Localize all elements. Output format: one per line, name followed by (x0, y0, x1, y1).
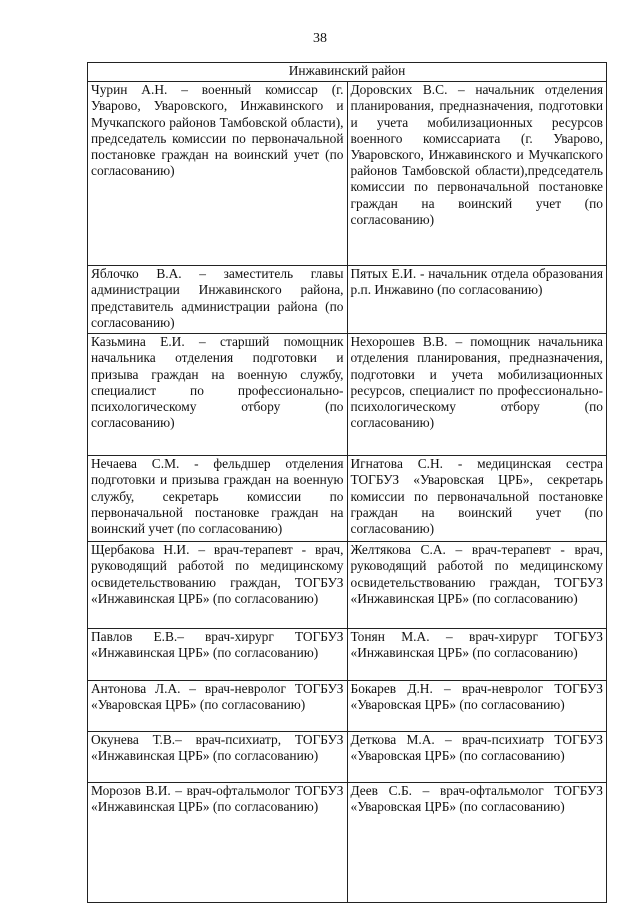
member-cell-right: Тонян М.А. – врач-хирург ТОГБУЗ «Инжавинская ЦРБ» (по согласованию) (347, 629, 607, 681)
table-row (88, 732, 607, 783)
member-cell-left: Яблочко В.А. – заместитель главы администрации Инжавинского района, представитель администрации района (по согласованию) (88, 266, 348, 334)
member-cell-left: Щербакова Н.И. – врач-терапевт - врач, руководящий работой по медицинскому освидетельствованию граждан, ТОГБУЗ «Инжавинская ЦРБ» (по согласованию) (88, 542, 348, 629)
table-row (88, 542, 607, 629)
table-row (88, 629, 607, 681)
table-row (88, 783, 607, 903)
member-cell-left: Павлов Е.В.– врач-хирург ТОГБУЗ «Инжавинская ЦРБ» (по согласованию) (88, 629, 348, 681)
page-number: 38 (313, 31, 327, 46)
commission-table (87, 62, 607, 903)
member-cell-left: Казьмина Е.И. – старший помощник начальника отделения подготовки и призыва граждан на военную службу, специалист по профессионально-психологическому отбору (по согласованию) (88, 334, 348, 456)
table-row (88, 456, 607, 542)
member-cell-left: Антонова Л.А. – врач-невролог ТОГБУЗ «Уваровская ЦРБ» (по согласованию) (88, 681, 348, 732)
table-row (88, 681, 607, 732)
member-cell-left: Окунева Т.В.– врач-психиатр, ТОГБУЗ «Инжавинская ЦРБ» (по согласованию) (88, 732, 348, 783)
member-cell-right: Игнатова С.Н. - медицинская сестра ТОГБУЗ «Уваровская ЦРБ», секретарь комиссии по первоначальной постановке граждан на воинский учет (по согласованию) (347, 456, 607, 542)
member-cell-left: Чурин А.Н. – военный комиссар (г. Уварово, Уваровского, Инжавинского и Мучкапского районов Тамбовской области), председатель комиссии по первоначальной постановке граждан на воинский учет (по согласованию) (88, 82, 348, 266)
member-cell-left: Морозов В.И. – врач-офтальмолог ТОГБУЗ «Инжавинская ЦРБ» (по согласованию) (88, 783, 348, 903)
member-cell-right: Деткова М.А. – врач-психиатр ТОГБУЗ «Уваровская ЦРБ» (по согласованию) (347, 732, 607, 783)
table-row (88, 82, 607, 266)
member-cell-right: Доровских В.С. – начальник отделения планирования, предназначения, подготовки и учета мобилизационных ресурсов военного комиссариата (г. Уварово, Уваровского, Инжавинского и Мучкапского районов Тамбовской области),председатель комиссии по первоначальной постановке граждан на воинский учет (по согласованию) (347, 82, 607, 266)
member-cell-right: Деев С.Б. – врач-офтальмолог ТОГБУЗ «Уваровская ЦРБ» (по согласованию) (347, 783, 607, 903)
table-header-row (88, 63, 607, 82)
member-cell-right: Пятых Е.И. - начальник отдела образования р.п. Инжавино (по согласованию) (347, 266, 607, 334)
district-header: Инжавинский район (88, 63, 607, 82)
table-row (88, 334, 607, 456)
member-cell-left: Нечаева С.М. - фельдшер отделения подготовки и призыва граждан на военную службу, секретарь комиссии по первоначальной постановке граждан на воинский учет (по согласованию) (88, 456, 348, 542)
member-cell-right: Бокарев Д.Н. – врач-невролог ТОГБУЗ «Уваровская ЦРБ» (по согласованию) (347, 681, 607, 732)
member-cell-right: Желтякова С.А. – врач-терапевт - врач, руководящий работой по медицинскому освидетельствованию граждан, ТОГБУЗ «Инжавинская ЦРБ» (по согласованию) (347, 542, 607, 629)
table-row (88, 266, 607, 334)
member-cell-right: Нехорошев В.В. – помощник начальника отделения планирования, предназначения, подготовки и учета мобилизационных ресурсов, специалист по профессионально-психологическому отбору (по согласованию) (347, 334, 607, 456)
